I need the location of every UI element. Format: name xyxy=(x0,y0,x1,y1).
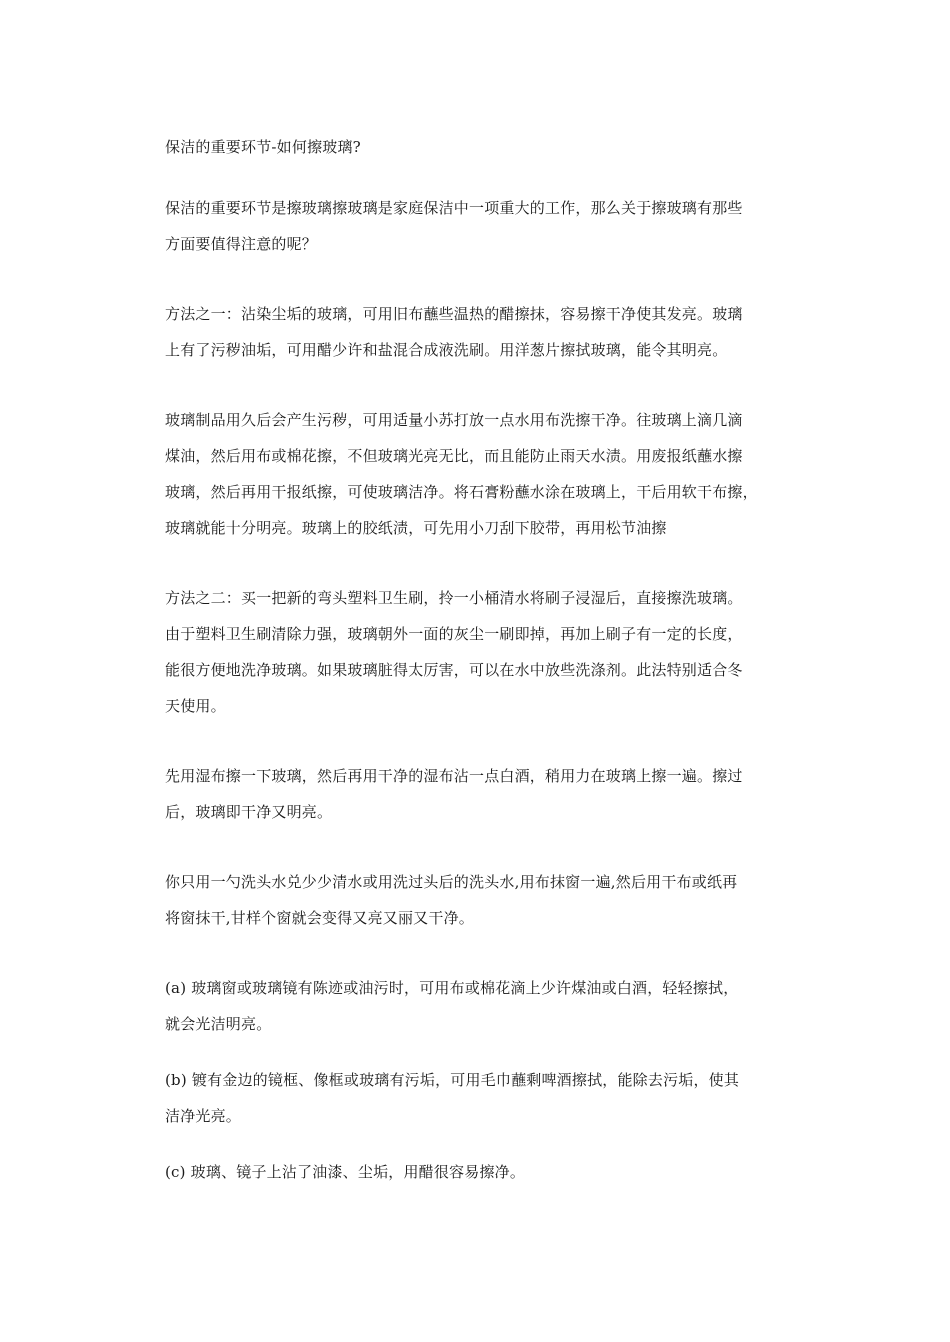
paragraph-line: 后，玻璃即干净又明亮。 xyxy=(165,803,333,821)
list-item xyxy=(165,974,795,1046)
list-item-line: (c) 玻璃、镜子上沾了油漆、尘垢，用醋很容易擦净。 xyxy=(165,1163,526,1181)
tips-list xyxy=(165,974,795,1194)
paragraph-line: 玻璃制品用久后会产生污秽，可用适量小苏打放一点水用布洗擦干净。往玻璃上滴几滴 xyxy=(165,411,743,429)
list-item xyxy=(165,1066,795,1138)
document-body xyxy=(165,133,795,1194)
list-item-line: (a) 玻璃窗或玻璃镜有陈迹或油污时，可用布或棉花滴上少许煤油或白酒，轻轻擦拭， xyxy=(165,979,739,997)
paragraph-line: 先用湿布擦一下玻璃，然后再用干净的湿布沾一点白酒，稍用力在玻璃上擦一遍。擦过 xyxy=(165,767,743,785)
paragraph-method-one xyxy=(165,300,795,372)
paragraph-line: 玻璃，然后再用干报纸擦，可使玻璃洁净。将石膏粉蘸水涂在玻璃上，干后用软干布擦， xyxy=(165,483,758,501)
list-item-line: 就会光洁明亮。 xyxy=(165,1015,272,1033)
paragraph-line: 将窗抹干,甘样个窗就会变得又亮又丽又干净。 xyxy=(165,909,474,927)
paragraph-intro xyxy=(165,194,795,266)
paragraph-line: 上有了污秽油垢，可用醋少许和盐混合成液洗刷。用洋葱片擦拭玻璃，能令其明亮。 xyxy=(165,341,728,359)
paragraph-shampoo xyxy=(165,868,795,940)
paragraph-line: 能很方便地洗净玻璃。如果玻璃脏得太厉害，可以在水中放些洗涤剂。此法特别适合冬 xyxy=(165,661,743,679)
paragraph-line: 煤油，然后用布或棉花擦，不但玻璃光亮无比，而且能防止雨天水渍。用废报纸蘸水擦 xyxy=(165,447,743,465)
paragraph-line: 保洁的重要环节是擦玻璃擦玻璃是家庭保洁中一项重大的工作，那么关于擦玻璃有那些 xyxy=(165,199,743,217)
document-title-block xyxy=(165,133,795,169)
paragraph-line: 你只用一勺洗头水兑少少清水或用洗过头后的洗头水,用布抹窗一遍,然后用干布或纸再 xyxy=(165,873,738,891)
paragraph-line: 方法之二：买一把新的弯头塑料卫生刷，拎一小桶清水将刷子浸湿后，直接擦洗玻璃。 xyxy=(165,589,743,607)
paragraph-line: 玻璃就能十分明亮。玻璃上的胶纸渍，可先用小刀刮下胶带，再用松节油擦 xyxy=(165,519,667,537)
list-item xyxy=(165,1158,795,1194)
list-item-line: (b) 镀有金边的镜框、像框或玻璃有污垢，可用毛巾蘸剩啤酒擦拭，能除去污垢，使其 xyxy=(165,1071,740,1089)
paragraph-line: 由于塑料卫生刷清除力强，玻璃朝外一面的灰尘一刷即掉，再加上刷子有一定的长度， xyxy=(165,625,743,643)
paragraph-glassware xyxy=(165,406,795,550)
paragraph-line: 方面要值得注意的呢？ xyxy=(165,235,318,253)
paragraph-method-two xyxy=(165,584,795,728)
paragraph-line: 天使用。 xyxy=(165,697,226,715)
paragraph-line: 方法之一：沾染尘垢的玻璃，可用旧布蘸些温热的醋擦抹，容易擦干净使其发亮。玻璃 xyxy=(165,305,743,323)
document-title: 保洁的重要环节-如何擦玻璃? xyxy=(165,138,361,156)
list-item-line: 洁净光亮。 xyxy=(165,1107,242,1125)
paragraph-wet-cloth xyxy=(165,762,795,834)
